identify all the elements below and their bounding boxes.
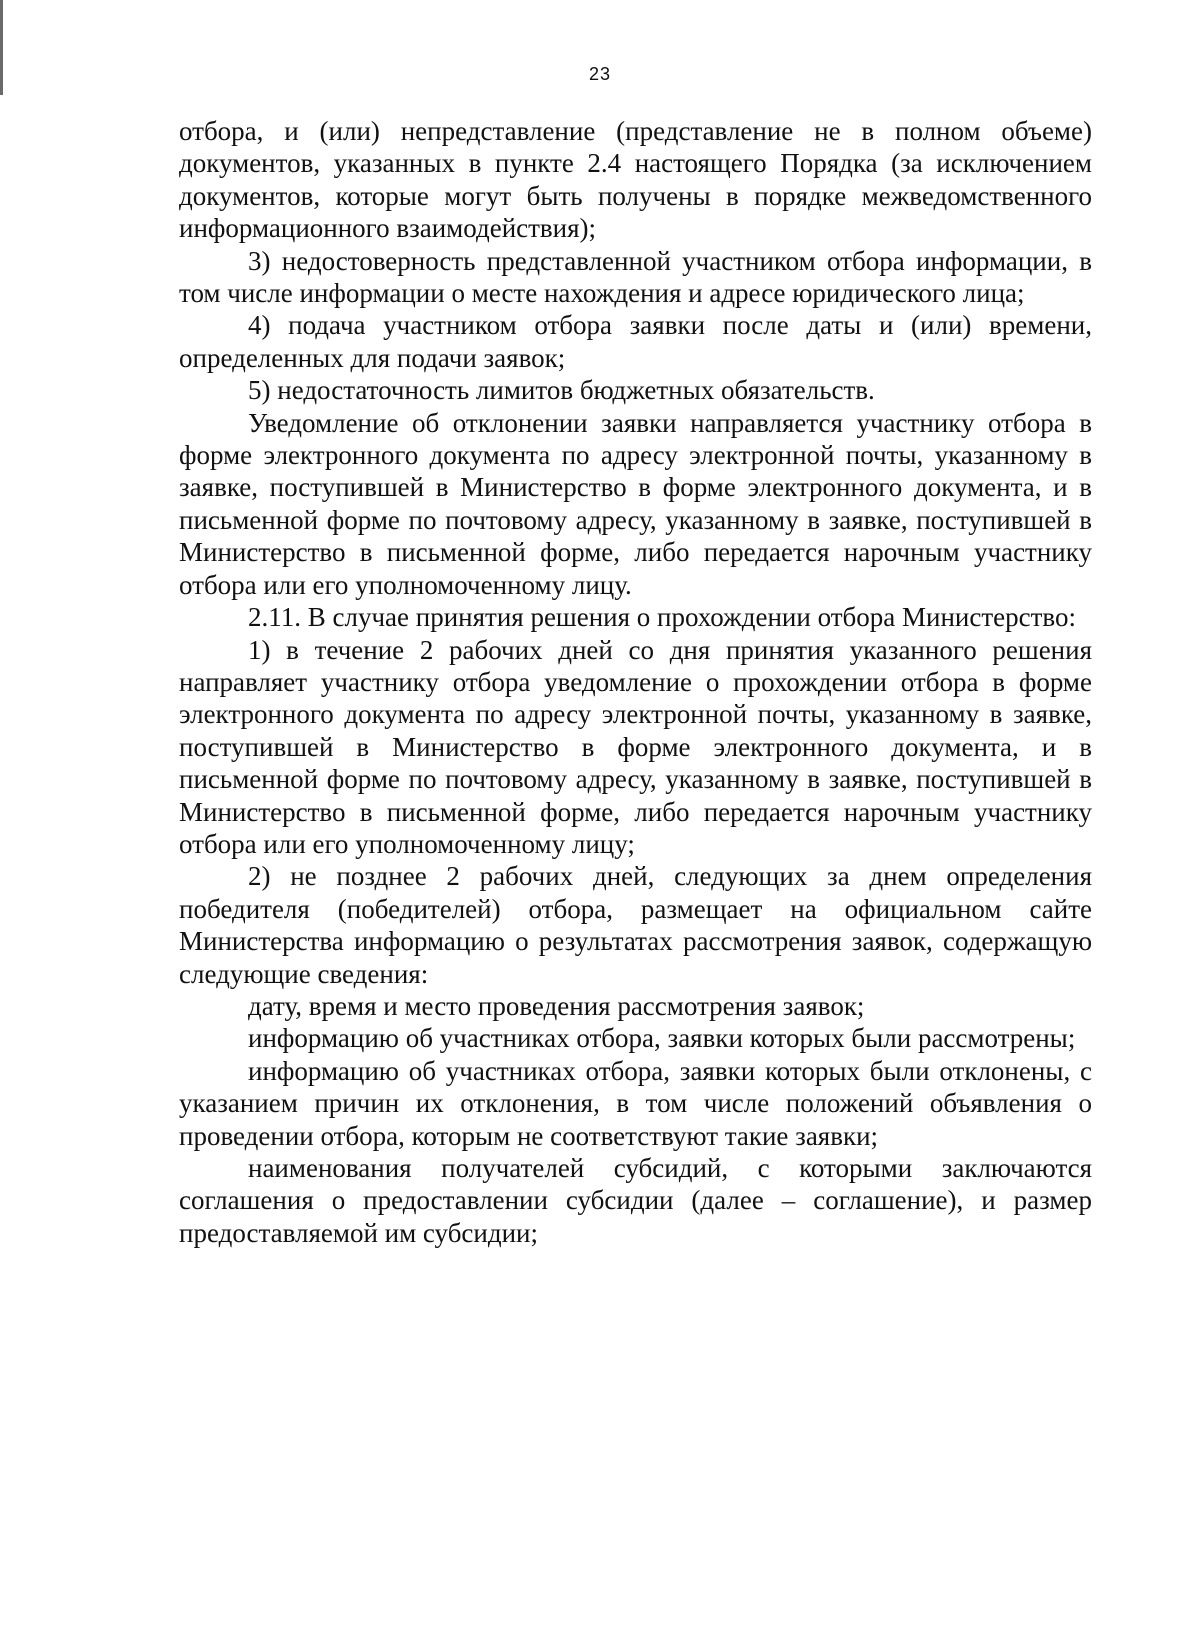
paragraph-info-rejected: информацию об участниках отбора, заявки которых были отклонены, с указанием причин их отклонения, в том числе положений объявления о проведении отбора, которым не соответствуют такие заявки;: [179, 1055, 1092, 1151]
paragraph-info-recipients: наименования получателей субсидий, с которыми заключаются соглашения о предоставлении субсидии (далее – соглашение), и размер предоставляемой им субсидии;: [179, 1153, 1092, 1248]
paragraph-subitem-1: 1) в течение 2 рабочих дней со дня принятия указанного решения направляет участнику отбора уведомление о прохождении отбора в форме электронного документа по адресу электронной почты, указанному в заявке, поступившей в Министерство в форме электронного документа, и в письменной форме по почтовому адресу, указанному в заявке, поступившей в Министерство в письменной форме, либо передается нарочным участнику отбора или его уполномоченному лицу;: [179, 634, 1092, 859]
paragraph-section-2-11: 2.11. В случае принятия решения о прохождении отбора Министерство:: [248, 602, 1076, 633]
page-number: 23: [588, 64, 612, 84]
paragraph-1-continuation: отбора, и (или) непредставление (представление не в полном объеме) документов, указанных в пункте 2.4 настоящего Порядка (за исключением документов, которые могут быть получены в порядке межведомственного информационного взаимодействия);: [179, 116, 1092, 244]
paragraph-subitem-2: 2) не позднее 2 рабочих дней, следующих за днем определения победителя (победителей) отбора, размещает на официальном сайте Министерства информацию о результатах рассмотрения заявок, содержащую следующие сведения:: [179, 861, 1092, 989]
paragraph-item-3: 3) недостоверность представленной участником отбора информации, в том числе информации о месте нахождения и адресе юридического лица;: [179, 245, 1092, 309]
paragraph-info-considered: информацию об участниках отбора, заявки которых были рассмотрены;: [248, 1023, 1076, 1054]
paragraph-rejection-notice: Уведомление об отклонении заявки направляется участнику отбора в форме электронного документа по адресу электронной почты, указанному в заявке, поступившей в Министерство в форме электронного документа, и в письменной форме по почтовому адресу, указанному в заявке, поступившей в Министерство в письменной форме, либо передается нарочным участнику отбора или его уполномоченному лицу.: [179, 407, 1092, 600]
document-body: [179, 115, 1092, 1249]
paragraph-item-5: 5) недостаточность лимитов бюджетных обязательств.: [248, 375, 875, 406]
paragraph-info-date: дату, время и место проведения рассмотрения заявок;: [248, 990, 865, 1021]
paragraph-item-4: 4) подача участником отбора заявки после даты и (или) времени, определенных для подачи заявок;: [179, 310, 1092, 373]
